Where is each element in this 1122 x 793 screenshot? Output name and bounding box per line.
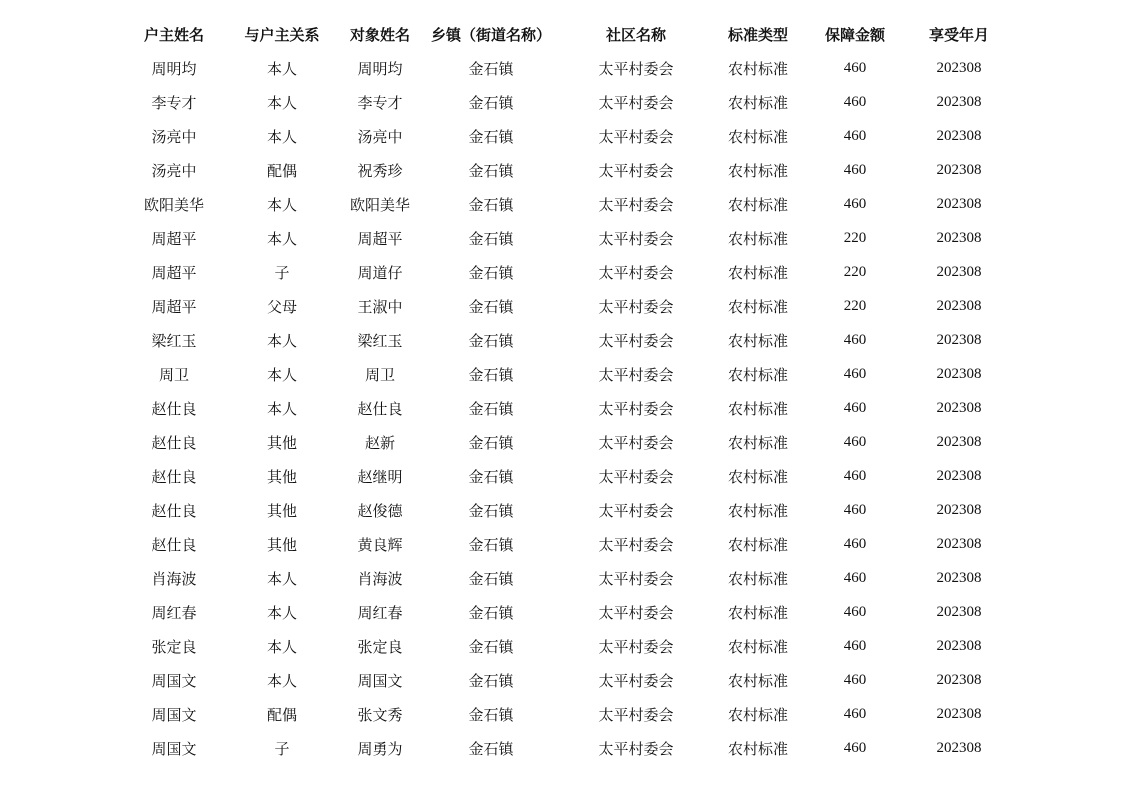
standard-type-cell: 农村标准 bbox=[727, 739, 788, 758]
table-row bbox=[120, 187, 1010, 221]
recipient-name-cell: 周超平 bbox=[357, 229, 403, 248]
recipient-name-cell: 周国文 bbox=[357, 671, 403, 690]
householder-name-cell: 周卫 bbox=[158, 365, 189, 384]
township-cell: 金石镇 bbox=[468, 433, 514, 452]
header-amount: 保障金额 bbox=[824, 25, 885, 44]
header-standard-type: 标准类型 bbox=[727, 25, 788, 44]
amount-cell: 460 bbox=[843, 161, 867, 178]
township-cell: 金石镇 bbox=[468, 263, 514, 282]
householder-name-cell: 李专才 bbox=[151, 93, 197, 112]
standard-type-cell: 农村标准 bbox=[727, 331, 788, 350]
township-cell: 金石镇 bbox=[468, 739, 514, 758]
township-cell: 金石镇 bbox=[468, 93, 514, 112]
period-cell: 202308 bbox=[936, 535, 982, 552]
table-body bbox=[120, 51, 1010, 765]
header-recipient-name: 对象姓名 bbox=[349, 25, 410, 44]
standard-type-cell: 农村标准 bbox=[727, 229, 788, 248]
township-cell: 金石镇 bbox=[468, 229, 514, 248]
standard-type-cell: 农村标准 bbox=[727, 569, 788, 588]
amount-cell: 460 bbox=[843, 433, 867, 450]
township-cell: 金石镇 bbox=[468, 161, 514, 180]
amount-cell: 460 bbox=[843, 195, 867, 212]
community-cell: 太平村委会 bbox=[598, 263, 674, 282]
standard-type-cell: 农村标准 bbox=[727, 93, 788, 112]
community-cell: 太平村委会 bbox=[598, 739, 674, 758]
amount-cell: 460 bbox=[843, 739, 867, 756]
table-row bbox=[120, 85, 1010, 119]
table-row bbox=[120, 255, 1010, 289]
recipient-name-cell: 赵仕良 bbox=[357, 399, 403, 418]
householder-name-cell: 周超平 bbox=[151, 297, 197, 316]
period-cell: 202308 bbox=[936, 467, 982, 484]
recipient-name-cell: 张文秀 bbox=[357, 705, 403, 724]
relationship-cell: 本人 bbox=[266, 229, 297, 248]
table-row bbox=[120, 357, 1010, 391]
table-row bbox=[120, 595, 1010, 629]
community-cell: 太平村委会 bbox=[598, 365, 674, 384]
table-row bbox=[120, 153, 1010, 187]
relationship-cell: 本人 bbox=[266, 127, 297, 146]
householder-name-cell: 赵仕良 bbox=[151, 467, 197, 486]
amount-cell: 220 bbox=[843, 297, 867, 314]
period-cell: 202308 bbox=[936, 671, 982, 688]
recipient-name-cell: 黄良辉 bbox=[357, 535, 403, 554]
householder-name-cell: 赵仕良 bbox=[151, 535, 197, 554]
community-cell: 太平村委会 bbox=[598, 501, 674, 520]
period-cell: 202308 bbox=[936, 365, 982, 382]
township-cell: 金石镇 bbox=[468, 603, 514, 622]
header-township: 乡镇（街道名称） bbox=[430, 25, 551, 44]
householder-name-cell: 汤亮中 bbox=[151, 161, 197, 180]
standard-type-cell: 农村标准 bbox=[727, 467, 788, 486]
community-cell: 太平村委会 bbox=[598, 59, 674, 78]
householder-name-cell: 梁红玉 bbox=[151, 331, 197, 350]
table-row bbox=[120, 527, 1010, 561]
standard-type-cell: 农村标准 bbox=[727, 671, 788, 690]
recipient-name-cell: 周卫 bbox=[364, 365, 395, 384]
householder-name-cell: 张定良 bbox=[151, 637, 197, 656]
relationship-cell: 本人 bbox=[266, 195, 297, 214]
period-cell: 202308 bbox=[936, 603, 982, 620]
recipient-name-cell: 肖海波 bbox=[357, 569, 403, 588]
township-cell: 金石镇 bbox=[468, 331, 514, 350]
relationship-cell: 其他 bbox=[266, 433, 297, 452]
relationship-cell: 其他 bbox=[266, 467, 297, 486]
standard-type-cell: 农村标准 bbox=[727, 535, 788, 554]
township-cell: 金石镇 bbox=[468, 399, 514, 418]
period-cell: 202308 bbox=[936, 195, 982, 212]
table-row bbox=[120, 323, 1010, 357]
table-row bbox=[120, 119, 1010, 153]
community-cell: 太平村委会 bbox=[598, 93, 674, 112]
relationship-cell: 本人 bbox=[266, 365, 297, 384]
amount-cell: 460 bbox=[843, 331, 867, 348]
community-cell: 太平村委会 bbox=[598, 229, 674, 248]
amount-cell: 460 bbox=[843, 569, 867, 586]
township-cell: 金石镇 bbox=[468, 569, 514, 588]
township-cell: 金石镇 bbox=[468, 297, 514, 316]
recipient-name-cell: 赵继明 bbox=[357, 467, 403, 486]
standard-type-cell: 农村标准 bbox=[727, 161, 788, 180]
standard-type-cell: 农村标准 bbox=[727, 195, 788, 214]
community-cell: 太平村委会 bbox=[598, 637, 674, 656]
relationship-cell: 本人 bbox=[266, 569, 297, 588]
period-cell: 202308 bbox=[936, 93, 982, 110]
householder-name-cell: 赵仕良 bbox=[151, 501, 197, 520]
header-period: 享受年月 bbox=[928, 25, 989, 44]
table-row bbox=[120, 391, 1010, 425]
standard-type-cell: 农村标准 bbox=[727, 127, 788, 146]
standard-type-cell: 农村标准 bbox=[727, 263, 788, 282]
householder-name-cell: 周国文 bbox=[151, 739, 197, 758]
period-cell: 202308 bbox=[936, 705, 982, 722]
period-cell: 202308 bbox=[936, 59, 982, 76]
township-cell: 金石镇 bbox=[468, 535, 514, 554]
township-cell: 金石镇 bbox=[468, 365, 514, 384]
relationship-cell: 其他 bbox=[266, 535, 297, 554]
table-row bbox=[120, 221, 1010, 255]
community-cell: 太平村委会 bbox=[598, 671, 674, 690]
community-cell: 太平村委会 bbox=[598, 467, 674, 486]
relationship-cell: 本人 bbox=[266, 399, 297, 418]
householder-name-cell: 周国文 bbox=[151, 705, 197, 724]
table-row bbox=[120, 561, 1010, 595]
recipient-name-cell: 王淑中 bbox=[357, 297, 403, 316]
householder-name-cell: 赵仕良 bbox=[151, 399, 197, 418]
relationship-cell: 子 bbox=[274, 263, 290, 282]
header-community: 社区名称 bbox=[605, 25, 666, 44]
householder-name-cell: 周超平 bbox=[151, 263, 197, 282]
relationship-cell: 父母 bbox=[266, 297, 297, 316]
allowance-table bbox=[120, 17, 1010, 765]
recipient-name-cell: 周勇为 bbox=[357, 739, 403, 758]
recipient-name-cell: 赵俊德 bbox=[357, 501, 403, 520]
community-cell: 太平村委会 bbox=[598, 535, 674, 554]
period-cell: 202308 bbox=[936, 127, 982, 144]
community-cell: 太平村委会 bbox=[598, 603, 674, 622]
community-cell: 太平村委会 bbox=[598, 331, 674, 350]
amount-cell: 460 bbox=[843, 399, 867, 416]
standard-type-cell: 农村标准 bbox=[727, 705, 788, 724]
relationship-cell: 子 bbox=[274, 739, 290, 758]
relationship-cell: 本人 bbox=[266, 603, 297, 622]
amount-cell: 460 bbox=[843, 127, 867, 144]
standard-type-cell: 农村标准 bbox=[727, 297, 788, 316]
relationship-cell: 本人 bbox=[266, 637, 297, 656]
period-cell: 202308 bbox=[936, 331, 982, 348]
township-cell: 金石镇 bbox=[468, 705, 514, 724]
recipient-name-cell: 祝秀珍 bbox=[357, 161, 403, 180]
table-row bbox=[120, 459, 1010, 493]
header-relationship: 与户主关系 bbox=[244, 25, 320, 44]
table-row bbox=[120, 493, 1010, 527]
table-row bbox=[120, 289, 1010, 323]
township-cell: 金石镇 bbox=[468, 195, 514, 214]
amount-cell: 460 bbox=[843, 365, 867, 382]
table-row bbox=[120, 425, 1010, 459]
amount-cell: 460 bbox=[843, 705, 867, 722]
recipient-name-cell: 赵新 bbox=[364, 433, 395, 452]
relationship-cell: 配偶 bbox=[266, 705, 297, 724]
amount-cell: 460 bbox=[843, 59, 867, 76]
recipient-name-cell: 周道仔 bbox=[357, 263, 403, 282]
householder-name-cell: 周红春 bbox=[151, 603, 197, 622]
period-cell: 202308 bbox=[936, 229, 982, 246]
period-cell: 202308 bbox=[936, 501, 982, 518]
township-cell: 金石镇 bbox=[468, 127, 514, 146]
amount-cell: 460 bbox=[843, 671, 867, 688]
amount-cell: 220 bbox=[843, 263, 867, 280]
recipient-name-cell: 张定良 bbox=[357, 637, 403, 656]
community-cell: 太平村委会 bbox=[598, 399, 674, 418]
relationship-cell: 配偶 bbox=[266, 161, 297, 180]
standard-type-cell: 农村标准 bbox=[727, 399, 788, 418]
recipient-name-cell: 周明均 bbox=[357, 59, 403, 78]
householder-name-cell: 汤亮中 bbox=[151, 127, 197, 146]
township-cell: 金石镇 bbox=[468, 501, 514, 520]
amount-cell: 220 bbox=[843, 229, 867, 246]
householder-name-cell: 周明均 bbox=[151, 59, 197, 78]
standard-type-cell: 农村标准 bbox=[727, 59, 788, 78]
standard-type-cell: 农村标准 bbox=[727, 603, 788, 622]
relationship-cell: 本人 bbox=[266, 59, 297, 78]
amount-cell: 460 bbox=[843, 467, 867, 484]
township-cell: 金石镇 bbox=[468, 671, 514, 690]
recipient-name-cell: 周红春 bbox=[357, 603, 403, 622]
standard-type-cell: 农村标准 bbox=[727, 365, 788, 384]
table-row bbox=[120, 629, 1010, 663]
recipient-name-cell: 汤亮中 bbox=[357, 127, 403, 146]
header-householder-name: 户主姓名 bbox=[143, 25, 204, 44]
period-cell: 202308 bbox=[936, 637, 982, 654]
table-row bbox=[120, 697, 1010, 731]
amount-cell: 460 bbox=[843, 603, 867, 620]
relationship-cell: 本人 bbox=[266, 331, 297, 350]
recipient-name-cell: 欧阳美华 bbox=[349, 195, 410, 214]
recipient-name-cell: 梁红玉 bbox=[357, 331, 403, 350]
community-cell: 太平村委会 bbox=[598, 705, 674, 724]
amount-cell: 460 bbox=[843, 637, 867, 654]
township-cell: 金石镇 bbox=[468, 59, 514, 78]
standard-type-cell: 农村标准 bbox=[727, 637, 788, 656]
period-cell: 202308 bbox=[936, 297, 982, 314]
householder-name-cell: 周超平 bbox=[151, 229, 197, 248]
amount-cell: 460 bbox=[843, 93, 867, 110]
table-row bbox=[120, 731, 1010, 765]
period-cell: 202308 bbox=[936, 399, 982, 416]
period-cell: 202308 bbox=[936, 739, 982, 756]
community-cell: 太平村委会 bbox=[598, 433, 674, 452]
amount-cell: 460 bbox=[843, 535, 867, 552]
community-cell: 太平村委会 bbox=[598, 297, 674, 316]
relationship-cell: 其他 bbox=[266, 501, 297, 520]
table-row bbox=[120, 51, 1010, 85]
householder-name-cell: 肖海波 bbox=[151, 569, 197, 588]
relationship-cell: 本人 bbox=[266, 671, 297, 690]
community-cell: 太平村委会 bbox=[598, 195, 674, 214]
community-cell: 太平村委会 bbox=[598, 569, 674, 588]
householder-name-cell: 周国文 bbox=[151, 671, 197, 690]
amount-cell: 460 bbox=[843, 501, 867, 518]
standard-type-cell: 农村标准 bbox=[727, 433, 788, 452]
period-cell: 202308 bbox=[936, 263, 982, 280]
community-cell: 太平村委会 bbox=[598, 127, 674, 146]
township-cell: 金石镇 bbox=[468, 637, 514, 656]
table-row bbox=[120, 663, 1010, 697]
relationship-cell: 本人 bbox=[266, 93, 297, 112]
period-cell: 202308 bbox=[936, 161, 982, 178]
period-cell: 202308 bbox=[936, 433, 982, 450]
period-cell: 202308 bbox=[936, 569, 982, 586]
table-header-row bbox=[120, 17, 1010, 51]
standard-type-cell: 农村标准 bbox=[727, 501, 788, 520]
householder-name-cell: 欧阳美华 bbox=[143, 195, 204, 214]
community-cell: 太平村委会 bbox=[598, 161, 674, 180]
recipient-name-cell: 李专才 bbox=[357, 93, 403, 112]
township-cell: 金石镇 bbox=[468, 467, 514, 486]
householder-name-cell: 赵仕良 bbox=[151, 433, 197, 452]
